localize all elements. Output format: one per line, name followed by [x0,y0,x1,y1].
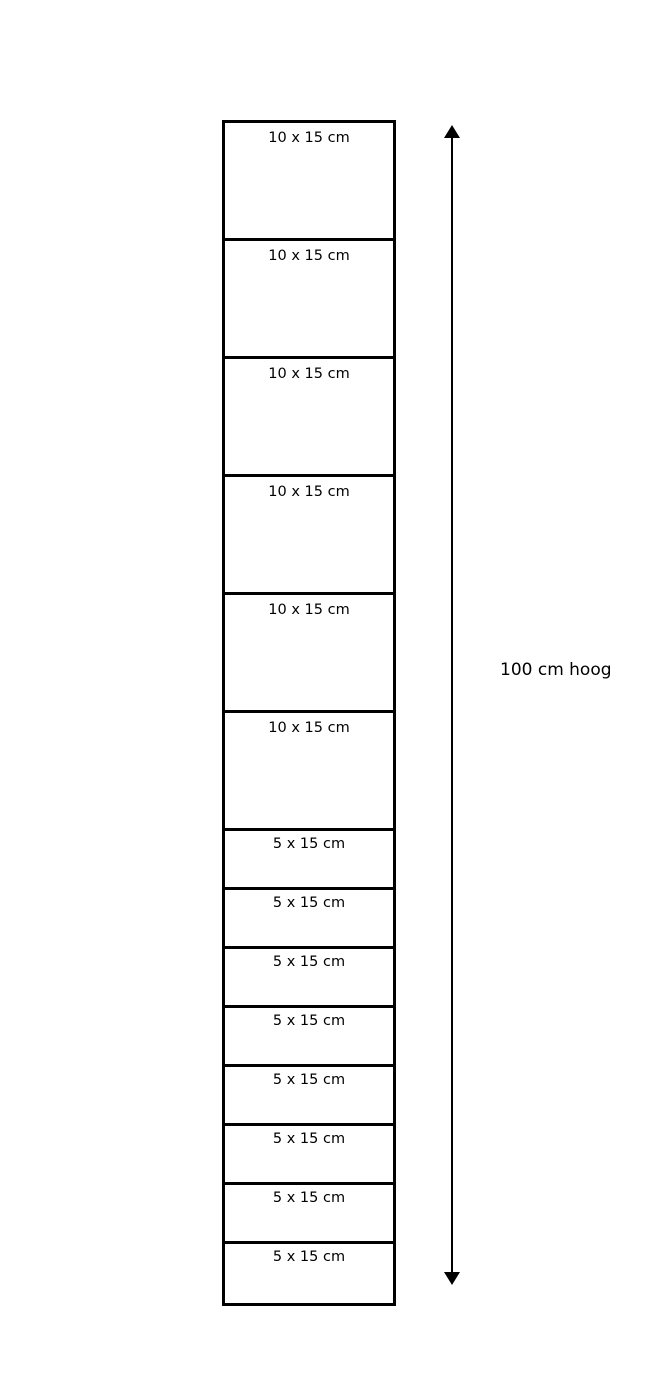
stack-box-label: 5 x 15 cm [272,954,346,970]
stack-box [225,1008,393,1067]
height-dimension-label: 100 cm hoog [500,660,612,680]
stack-box-label: 5 x 15 cm [272,836,346,852]
stack-box [225,123,393,241]
stack-box-label: 10 x 15 cm [268,366,350,382]
box-stack [222,120,396,1306]
stack-box-label: 10 x 15 cm [268,130,350,146]
stack-box [225,1067,393,1126]
stack-box [225,1126,393,1185]
stack-box-label: 10 x 15 cm [268,602,350,618]
stack-box [225,1185,393,1244]
stack-box [225,241,393,359]
stack-box [225,949,393,1008]
arrow-head-down-icon [444,1272,460,1285]
stack-box-label: 10 x 15 cm [268,484,350,500]
stack-box [225,713,393,831]
stack-box [225,890,393,949]
stack-box-label: 10 x 15 cm [268,720,350,736]
stack-box [225,1244,393,1303]
stack-box-label: 5 x 15 cm [272,1013,346,1029]
stack-box-label: 5 x 15 cm [272,1190,346,1206]
stack-box-label: 10 x 15 cm [268,248,350,264]
stack-box-label: 5 x 15 cm [272,1249,346,1265]
stack-box [225,595,393,713]
stack-box [225,477,393,595]
stack-box-label: 5 x 15 cm [272,1072,346,1088]
stack-box [225,831,393,890]
stack-box [225,359,393,477]
height-dimension-arrow [430,125,474,1285]
dimension-line [451,135,453,1275]
stack-box-label: 5 x 15 cm [272,1131,346,1147]
stack-box-label: 5 x 15 cm [272,895,346,911]
